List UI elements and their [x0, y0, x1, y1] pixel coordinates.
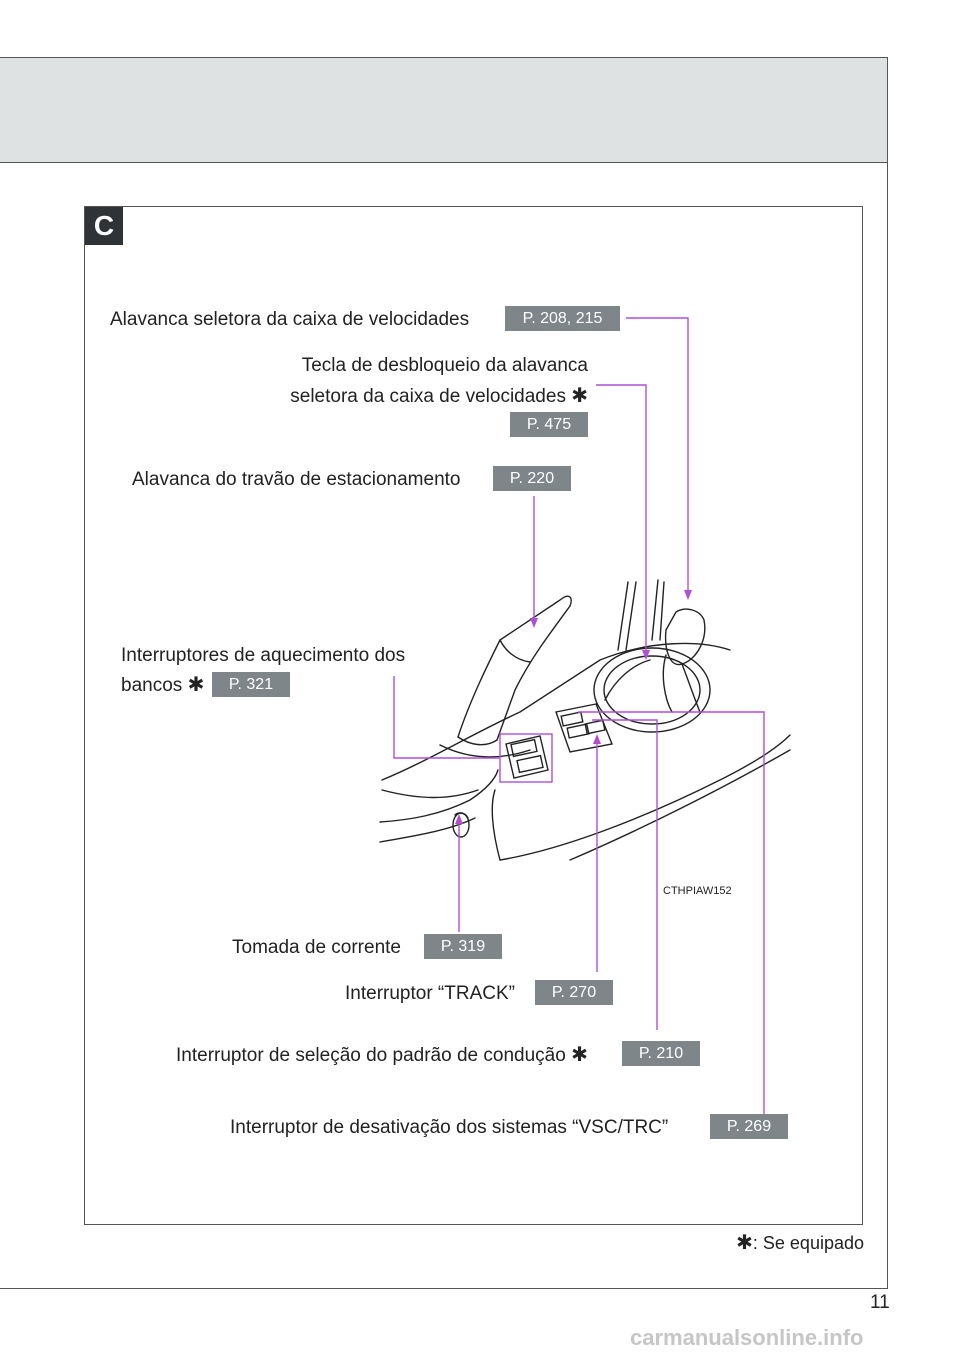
- parking-brake-page-ref[interactable]: P. 220: [493, 466, 571, 491]
- drive-mode-page-ref[interactable]: P. 210: [622, 1041, 700, 1066]
- section-badge: C: [85, 207, 123, 245]
- seat-heater-page-ref[interactable]: P. 321: [212, 672, 290, 697]
- seat-heater-label-line2: bancos ✱: [121, 674, 205, 696]
- shift-lock-page-ref[interactable]: P. 475: [510, 412, 588, 437]
- gear-selector-page-ref[interactable]: P. 208, 215: [505, 306, 620, 331]
- bottom-rule: [0, 1288, 888, 1289]
- footnote: ✱: Se equipado: [736, 1232, 864, 1254]
- page-number: 11: [870, 1292, 890, 1313]
- parking-brake-label: Alavanca do travão de estacionamento: [132, 469, 461, 490]
- power-outlet-page-ref[interactable]: P. 319: [424, 934, 502, 959]
- gear-selector-label: Alavanca seletora da caixa de velocidades: [110, 309, 470, 330]
- asterisk-icon: ✱: [736, 1232, 753, 1254]
- illustration-code: CTHPIAW152: [663, 885, 732, 897]
- watermark: carmanualsonline.info: [630, 1325, 864, 1350]
- power-outlet-label: Tomada de corrente: [232, 937, 401, 958]
- vsc-off-page-ref[interactable]: P. 269: [710, 1114, 788, 1139]
- right-rule: [887, 57, 888, 1289]
- header-band: [0, 57, 888, 163]
- asterisk-icon: ✱: [187, 674, 205, 696]
- asterisk-icon: ✱: [571, 1044, 588, 1066]
- track-switch-page-ref[interactable]: P. 270: [535, 980, 613, 1005]
- asterisk-icon: ✱: [571, 385, 588, 407]
- vsc-off-label: Interruptor de desativação dos sistemas “VSC/TRC”: [230, 1117, 669, 1138]
- shift-lock-label-line1: Tecla de desbloqueio da alavanca: [301, 355, 588, 376]
- seat-heater-label-line1: Interruptores de aquecimento dos: [121, 645, 406, 666]
- shift-lock-label-line2: seletora da caixa de velocidades ✱: [290, 385, 588, 407]
- drive-mode-label: Interruptor de seleção do padrão de condução ✱: [176, 1044, 588, 1066]
- track-switch-label: Interruptor “TRACK”: [345, 983, 515, 1004]
